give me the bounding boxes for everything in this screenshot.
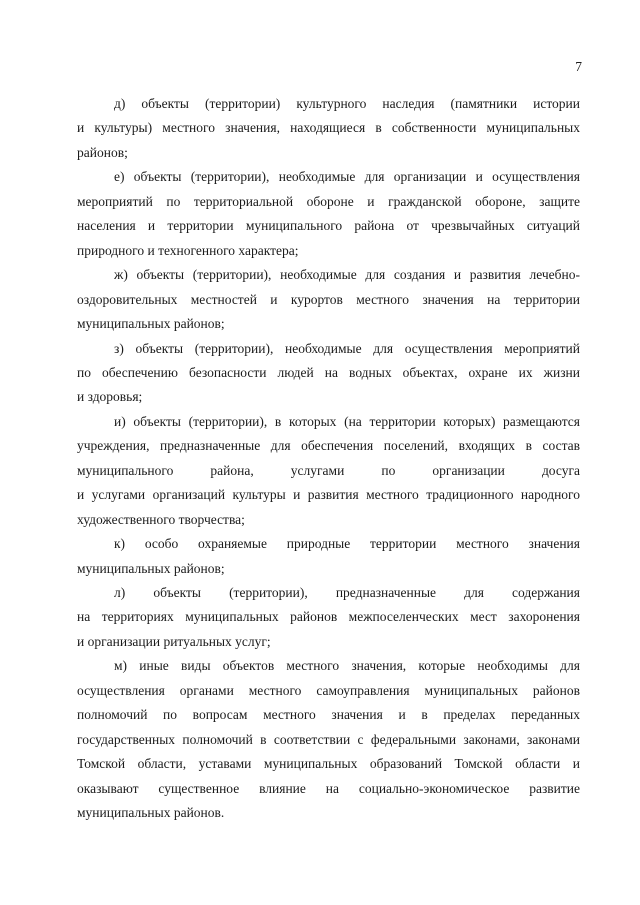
text-line: осуществления органами местного самоуправления муниципальных районов xyxy=(77,682,580,698)
text-line: природного и техногенного характера; xyxy=(77,242,299,258)
paragraph-first-line: и) объекты (территории), в которых (на территории которых) размещаются xyxy=(114,413,580,429)
paragraph-first-line: к) особо охраняемые природные территории местного значения xyxy=(114,536,580,552)
text-line: и услугами организаций культуры и развития местного традиционного народного xyxy=(77,487,580,503)
text-line: оказывают существенное влияние на социально-экономическое развитие xyxy=(77,780,580,796)
text-line: на территориях муниципальных районов межпоселенческих мест захоронения xyxy=(77,609,580,625)
text-line: районов; xyxy=(77,144,128,160)
text-line: муниципальных районов; xyxy=(77,316,225,332)
page-number: 7 xyxy=(575,59,582,74)
text-line: по обеспечению безопасности людей на водных объектах, охране их жизни xyxy=(77,364,580,380)
text-line: учреждения, предназначенные для обеспечения поселений, входящих в состав xyxy=(77,438,580,454)
text-line: муниципальных районов; xyxy=(77,560,225,576)
text-line: муниципальных районов. xyxy=(77,805,225,821)
paragraph-first-line: м) иные виды объектов местного значения, которые необходимы для xyxy=(114,658,580,674)
text-line: полномочий по вопросам местного значения и в пределах переданных xyxy=(77,707,580,723)
text-line: и культуры) местного значения, находящиеся в собственности муниципальных xyxy=(77,120,580,136)
text-line: оздоровительных местностей и курортов местного значения на территории xyxy=(77,291,580,307)
text-line: и здоровья; xyxy=(77,389,143,405)
text-line: Томской области, уставами муниципальных образований Томской области и xyxy=(77,756,580,772)
text-line: населения и территории муниципального района от чрезвычайных ситуаций xyxy=(77,218,580,234)
paragraph-first-line: л) объекты (территории), предназначенные для содержания xyxy=(114,585,580,600)
text-line: муниципального района, услугами по организации досуга xyxy=(77,462,580,478)
text-line: государственных полномочий в соответствии с федеральными законами, законами xyxy=(77,731,580,747)
text-line: мероприятий по территориальной обороне и гражданской обороне, защите xyxy=(77,193,580,209)
paragraph-first-line: е) объекты (территории), необходимые для организации и осуществления xyxy=(114,169,580,185)
text-line: и организации ритуальных услуг; xyxy=(77,633,271,649)
paragraph-first-line: ж) объекты (территории), необходимые для создания и развития лечебно- xyxy=(114,267,580,283)
paragraph-first-line: д) объекты (территории) культурного наследия (памятники истории xyxy=(114,96,580,111)
paragraph-first-line: з) объекты (территории), необходимые для осуществления мероприятий xyxy=(114,340,580,356)
text-line: художественного творчества; xyxy=(77,511,245,527)
